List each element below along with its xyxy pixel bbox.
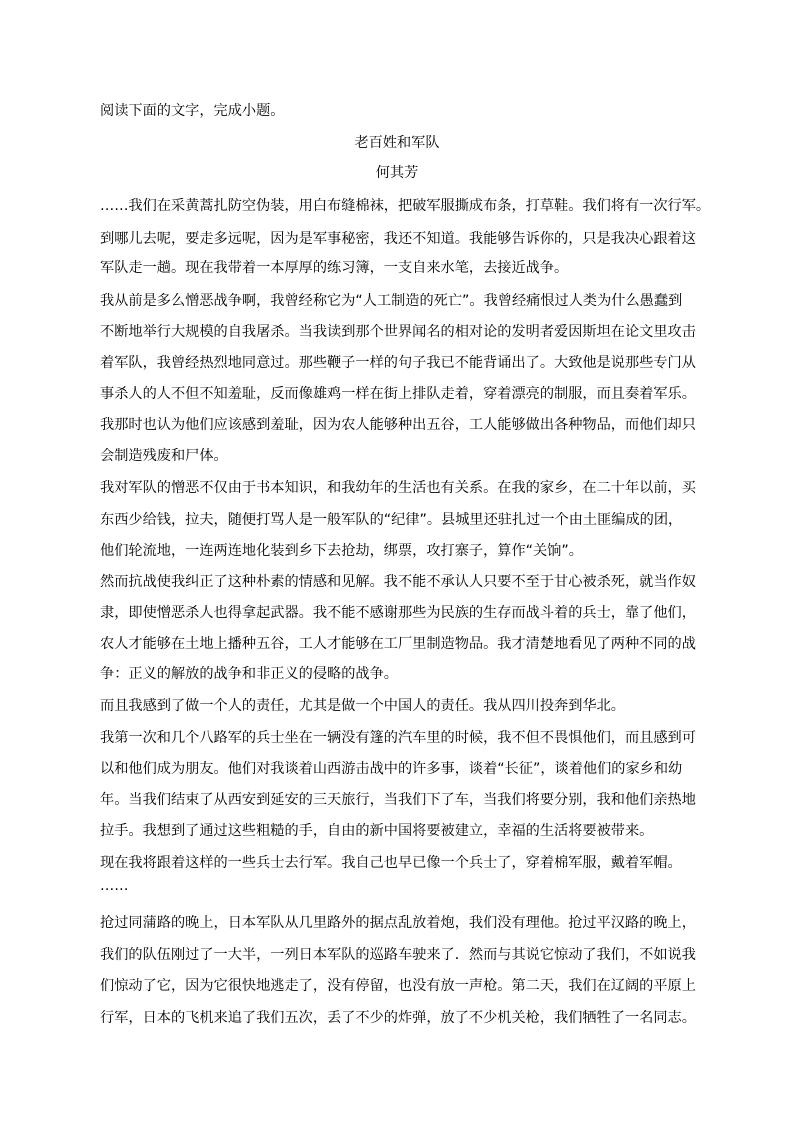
paragraph-line: 以和他们成为朋友。他们对我谈着山西游击战中的许多事，谈着“长征”，谈着他们的家乡和幼 xyxy=(100,761,683,777)
paragraph-line: 不断地举行大规模的自我屠杀。当我读到那个世界闻名的相对论的发明者爱因斯坦在论文里攻击 xyxy=(100,324,696,340)
paragraph-line: 东西少给钱，拉夫，随便打骂人是一般军队的“纪律”。县城里还驻扎过一个由土匪编成的团， xyxy=(100,512,683,528)
instruction-text: 阅读下面的文字，完成小题。 xyxy=(100,103,285,119)
paragraph-line: 隶，即使憎恶杀人也得拿起武器。我不能不感谢那些为民族的生存而战斗着的兵士，靠了他们， xyxy=(100,605,696,621)
paragraph-line: 行军，日本的飞机来追了我们五次，丢了不少的炸弹，放了不少机关枪，我们牺牲了一名同志。 xyxy=(100,1010,696,1026)
paragraph-line: 着军队，我曾经热烈地同意过。那些鞭子一样的句子我已不能背诵出了。大致他是说那些专门从 xyxy=(100,355,696,371)
paragraph-line: 我们的队伍刚过了一大半，一列日本军队的巡路车驶来了．然而与其说它惊动了我们，不如说我 xyxy=(100,947,696,963)
paragraph-line: 抢过同蒲路的晚上，日本军队从几里路外的据点乱放着炮，我们没有理他。抢过平汉路的晚上， xyxy=(100,915,696,931)
paragraph-line: 我从前是多么憎恶战争啊，我曾经称它为“人工制造的死亡”。我曾经痛恨过人类为什么愚蠢到 xyxy=(100,293,683,309)
paragraph-line: 拉手。我想到了通过这些粗糙的手，自由的新中国将要被建立，幸福的生活将要被带来。 xyxy=(100,823,654,839)
paragraph-line: 到哪儿去呢，要走多远呢，因为是军事秘密，我还不知道。我能够告诉你的，只是我决心跟着这 xyxy=(100,231,696,247)
article-author: 何其芳 xyxy=(375,165,419,181)
paragraph-line: 我第一次和几个八路军的兵士坐在一辆没有篷的汽车里的时候，我不但不畏惧他们，而且感到可 xyxy=(100,730,696,746)
paragraph-line: 们惊动了它，因为它很快地逃走了，没有停留，也没有放一声枪。第二天，我们在辽阔的平原上 xyxy=(100,978,696,994)
paragraph-line: ……我们在采黄蒿扎防空伪装，用白布缝棉袜，把破军服撕成布条，打草鞋。我们将有一次行军。 xyxy=(100,198,711,214)
paragraph-line: 会制造残废和尸体。 xyxy=(100,448,228,464)
paragraph-line: 然而抗战使我纠正了这种朴素的情感和见解。我不能不承认人只要不至于甘心被杀死，就当作奴 xyxy=(100,574,696,590)
paragraph-line: 争：正义的解放的战争和非正义的侵略的战争。 xyxy=(100,666,398,682)
paragraph-line: 我那时也认为他们应该感到羞耻，因为农人能够种出五谷，工人能够做出各种物品，而他们却只 xyxy=(100,417,696,433)
article-title: 老百姓和军队 xyxy=(354,135,440,151)
paragraph-line: 农人才能够在土地上播种五谷，工人才能够在工厂里制造物品。我才清楚地看见了两种不同的战 xyxy=(100,636,696,652)
ellipsis-line: …… xyxy=(100,878,129,894)
paragraph-line: 事杀人的人不但不知羞耻，反而像雄鸡一样在街上排队走着，穿着漂亮的制服，而且奏着军乐。 xyxy=(100,386,696,402)
paragraph-line: 现在我将跟着这样的一些兵士去行军。我自己也早已像一个兵士了，穿着棉军服，戴着军帽。 xyxy=(100,855,682,871)
paragraph-line: 我对军队的憎恶不仅由于书本知识，和我幼年的生活也有关系。在我的家乡，在二十年以前，买 xyxy=(100,480,696,496)
paragraph-line: 他们轮流地，一连两连地化装到乡下去抢劫，绑票，攻打寨子，算作“关饷”。 xyxy=(100,543,583,559)
paragraph-line: 年。当我们结束了从西安到延安的三天旅行，当我们下了车，当我们将要分别，我和他们亲热地 xyxy=(100,792,696,808)
paragraph-line: 而且我感到了做一个人的责任，尤其是做一个中国人的责任。我从四川投奔到华北。 xyxy=(100,698,625,714)
paragraph-line: 军队走一趟。现在我带着一本厚厚的练习簿，一支自来水笔，去接近战争。 xyxy=(100,260,569,276)
